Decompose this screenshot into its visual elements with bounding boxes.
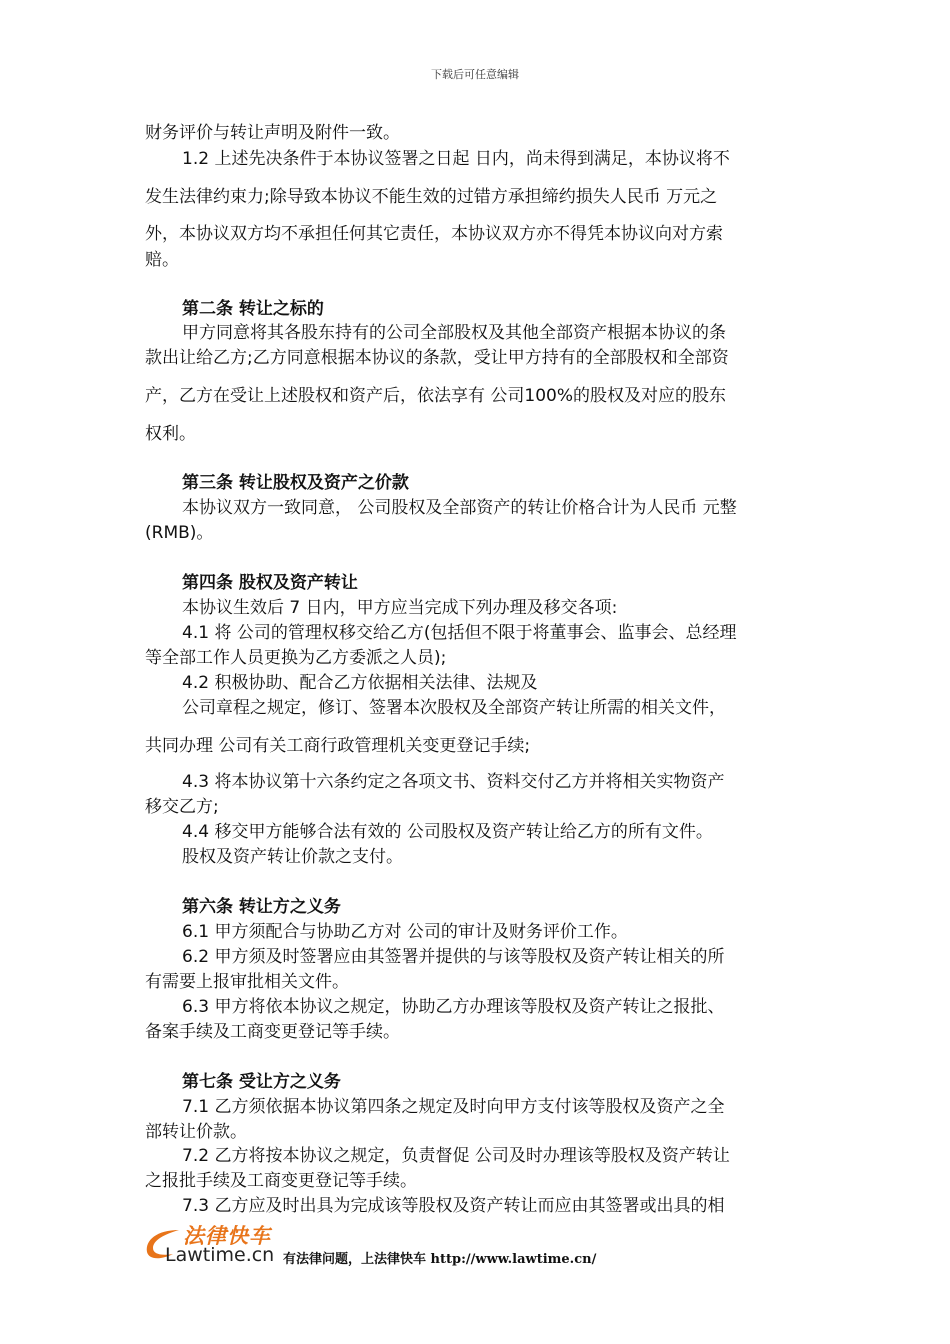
paragraph-line: 发生法律约束力;除导致本协议不能生效的过错方承担缔约损失人民币 万元之 [145, 187, 718, 207]
paragraph-line: 备案手续及工商变更登记等手续。 [145, 1022, 400, 1042]
paragraph-line: 4.2 积极协助、配合乙方依据相关法律、法规及 [182, 673, 538, 693]
paragraph-line: 4.1 将 公司的管理权移交给乙方(包括但不限于将董事会、监事会、总经理 [182, 623, 737, 643]
paragraph-line: 股权及资产转让价款之支付。 [182, 847, 403, 867]
paragraph-line: 移交乙方; [145, 797, 219, 817]
logo-english: Lawtime.cn [165, 1244, 275, 1266]
section-heading: 第四条 股权及资产转让 [182, 573, 358, 593]
section-heading: 第六条 转让方之义务 [182, 897, 341, 917]
paragraph-line: 有需要上报审批相关文件。 [145, 972, 349, 992]
paragraph-line: 7.2 乙方将按本协议之规定，负责督促 公司及时办理该等股权及资产转让 [182, 1146, 730, 1166]
paragraph-line: 甲方同意将其各股东持有的公司全部股权及其他全部资产根据本协议的条 [182, 323, 726, 343]
section-heading: 第二条 转让之标的 [182, 299, 324, 319]
paragraph-line: 4.3 将本协议第十六条约定之各项文书、资料交付乙方并将相关实物资产 [182, 772, 725, 792]
paragraph-line: 1.2 上述先决条件于本协议签署之日起 日内，尚未得到满足，本协议将不 [182, 149, 730, 169]
footer-slogan: 有法律问题，上法律快车 http://www.lawtime.cn/ [283, 1252, 597, 1267]
paragraph-line: 之报批手续及工商变更登记等手续。 [145, 1171, 417, 1191]
paragraph-line: 本协议生效后 7 日内，甲方应当完成下列办理及移交各项: [182, 598, 618, 618]
paragraph-line: 公司章程之规定，修订、签署本次股权及全部资产转让所需的相关文件， [182, 698, 726, 718]
paragraph-line: 部转让价款。 [145, 1122, 247, 1142]
paragraph-line: (RMB)。 [145, 523, 214, 543]
logo-chinese: 法律快车 [183, 1224, 271, 1248]
page-header: 下载后可任意编辑 [431, 68, 519, 81]
paragraph-line: 4.4 移交甲方能够合法有效的 公司股权及资产转让给乙方的所有文件。 [182, 822, 713, 842]
paragraph-line: 7.3 乙方应及时出具为完成该等股权及资产转让而应由其签署或出具的相 [182, 1196, 725, 1216]
paragraph-line: 财务评价与转让声明及附件一致。 [145, 123, 400, 143]
paragraph-line: 产，乙方在受让上述股权和资产后，依法享有 公司100%的股权及对应的股东 [145, 386, 727, 406]
paragraph-line: 赔。 [145, 250, 179, 270]
paragraph-line: 等全部工作人员更换为乙方委派之人员); [145, 648, 447, 668]
paragraph-line: 本协议双方一致同意， 公司股权及全部资产的转让价格合计为人民币 元整 [182, 498, 737, 518]
paragraph-line: 权利。 [145, 424, 196, 444]
paragraph-line: 款出让给乙方;乙方同意根据本协议的条款，受让甲方持有的全部股权和全部资 [145, 348, 729, 368]
paragraph-line: 6.3 甲方将依本协议之规定，协助乙方办理该等股权及资产转让之报批、 [182, 997, 725, 1017]
paragraph-line: 外，本协议双方均不承担任何其它责任，本协议双方亦不得凭本协议向对方索 [145, 224, 723, 244]
section-heading: 第七条 受让方之义务 [182, 1072, 341, 1092]
paragraph-line: 共同办理 公司有关工商行政管理机关变更登记手续; [145, 736, 531, 756]
paragraph-line: 6.2 甲方须及时签署应由其签署并提供的与该等股权及资产转让相关的所 [182, 947, 725, 967]
section-heading: 第三条 转让股权及资产之价款 [182, 473, 409, 493]
page-footer [143, 1220, 843, 1270]
paragraph-line: 7.1 乙方须依据本协议第四条之规定及时向甲方支付该等股权及资产之全 [182, 1097, 725, 1117]
paragraph-line: 6.1 甲方须配合与协助乙方对 公司的审计及财务评价工作。 [182, 922, 628, 942]
